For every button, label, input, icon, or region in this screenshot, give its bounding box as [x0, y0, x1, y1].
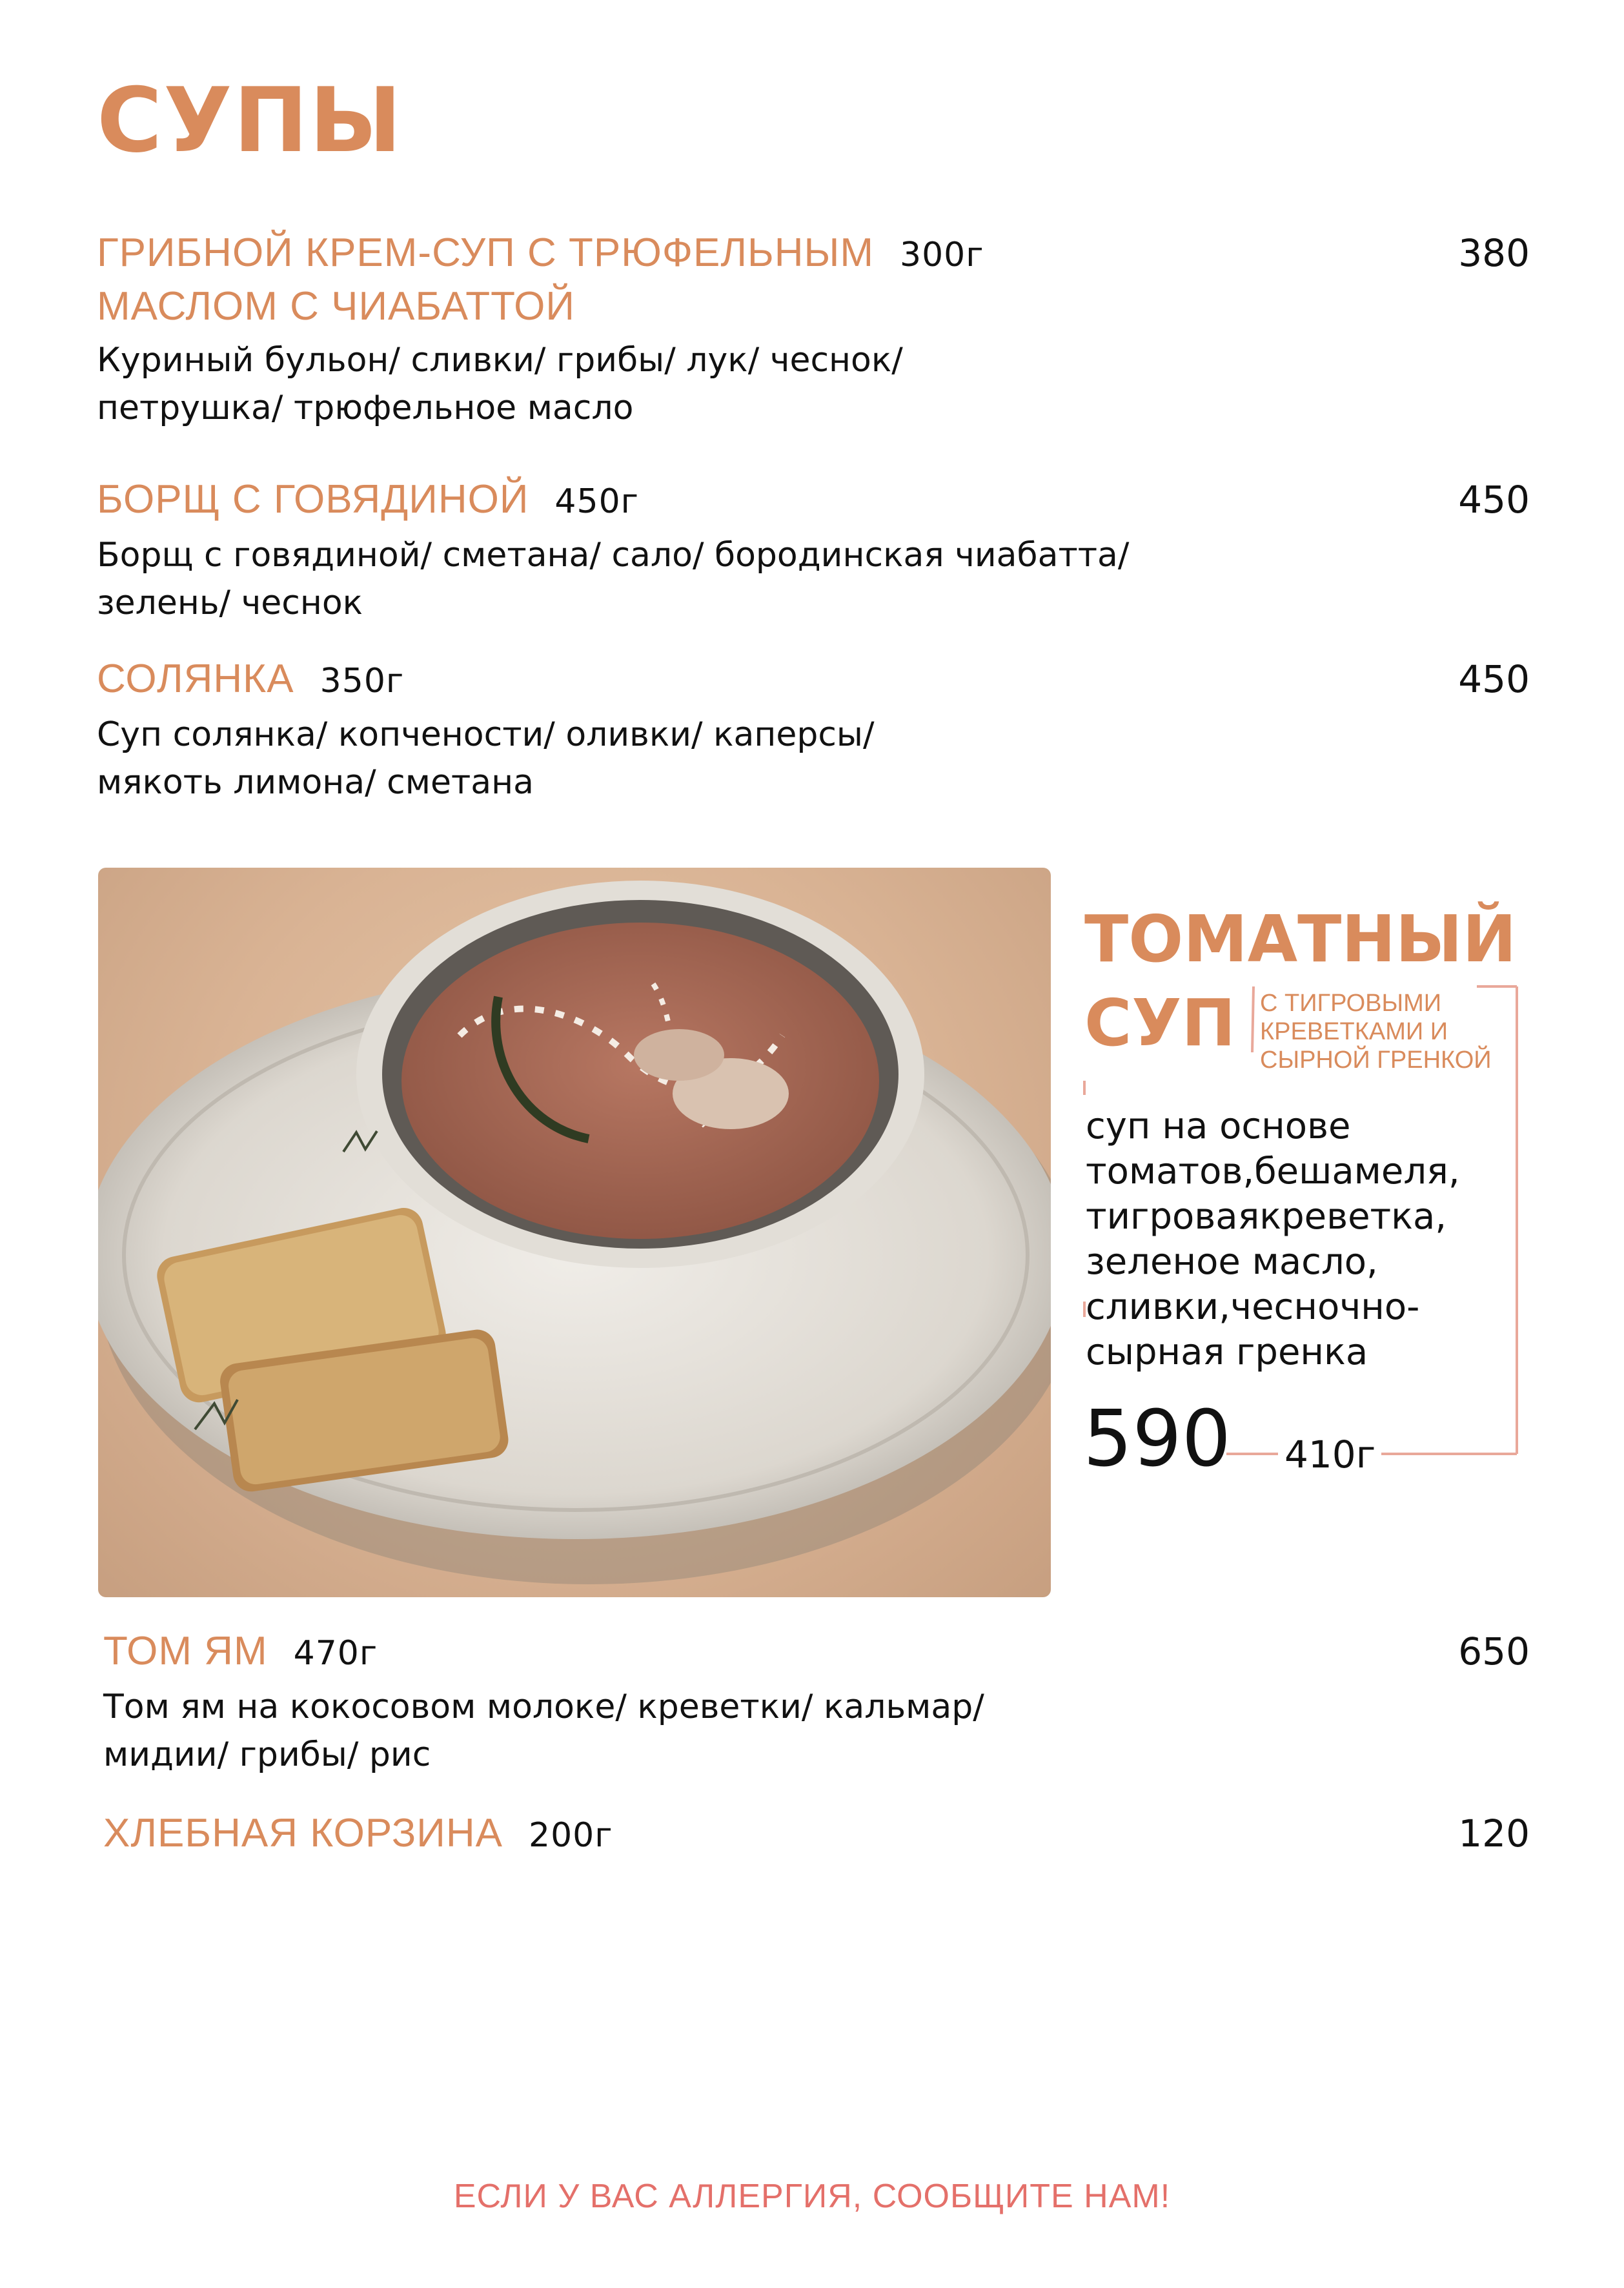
featured-price: 590 — [1083, 1394, 1232, 1484]
featured-bracket-lines — [1071, 968, 1536, 1472]
item-price: 650 — [1458, 1629, 1530, 1673]
menu-item-tom-yam — [103, 1626, 1530, 1779]
menu-item-borscht — [97, 474, 1530, 627]
page-title: СУПЫ — [97, 68, 403, 172]
item-weight: 300г — [900, 236, 984, 274]
featured-desc-line: суп на основе — [1086, 1105, 1351, 1147]
menu-item-bread-basket — [103, 1808, 1530, 1861]
item-name — [97, 653, 1530, 707]
item-price: 450 — [1458, 478, 1530, 522]
item-name-text: СОЛЯНКА — [97, 657, 294, 701]
item-description — [97, 711, 1130, 806]
featured-desc-line: томатов,бешамеля, — [1086, 1150, 1460, 1192]
item-price: 380 — [1458, 231, 1530, 275]
desc-line1: Суп солянка/ копчености/ оливки/ каперсы/ — [97, 715, 875, 754]
desc-line1: Том ям на кокосовом молоке/ креветки/ кальмар/ — [103, 1688, 984, 1726]
item-weight: 470г — [293, 1634, 378, 1673]
item-weight: 450г — [554, 482, 639, 521]
item-description — [97, 336, 1130, 432]
subtitle-line1: С ТИГРОВЫМИ — [1260, 990, 1442, 1017]
item-weight: 350г — [320, 662, 405, 700]
desc-line2: мякоть лимона/ сметана — [97, 763, 534, 802]
featured-title-line2: СУП — [1084, 985, 1236, 1061]
desc-line1: Борщ с говядиной/ сметана/ сало/ бородинская чиабатта/ — [97, 536, 1130, 575]
subtitle-line2: КРЕВЕТКАМИ И — [1260, 1018, 1448, 1045]
featured-desc-line: сливки,чесночно- — [1086, 1286, 1420, 1328]
allergy-notice: ЕСЛИ У ВАС АЛЛЕРГИЯ, СООБЩИТЕ НАМ! — [453, 2178, 1171, 2215]
featured-desc-line: зеленое масло, — [1086, 1241, 1378, 1283]
featured-desc-line: тигроваякреветка, — [1086, 1196, 1447, 1238]
desc-line2: зелень/ чеснок — [97, 584, 363, 622]
item-price: 120 — [1458, 1812, 1530, 1855]
item-weight: 200г — [529, 1816, 613, 1855]
tomato-soup-illustration — [98, 868, 1051, 1597]
item-name — [103, 1626, 1530, 1679]
item-name — [103, 1808, 1530, 1861]
item-name-text: БОРЩ С ГОВЯДИНОЙ — [97, 477, 529, 522]
featured-desc-line: сырная гренка — [1086, 1331, 1368, 1373]
featured-dish-photo — [98, 868, 1051, 1597]
menu-item-mushroom-soup — [97, 227, 1530, 432]
featured-title-line1: ТОМАТНЫЙ — [1084, 901, 1517, 977]
item-name — [97, 474, 1530, 527]
item-description — [103, 1683, 1394, 1779]
desc-line2: петрушка/ трюфельное масло — [97, 389, 634, 427]
desc-line2: мидии/ грибы/ рис — [103, 1735, 431, 1774]
featured-weight: 410г — [1284, 1433, 1376, 1476]
item-price: 450 — [1458, 657, 1530, 701]
item-name-line1: ГРИБНОЙ КРЕМ-СУП С ТРЮФЕЛЬНЫМ — [97, 230, 875, 275]
item-name-line2: МАСЛОМ С ЧИАБАТТОЙ — [97, 284, 575, 329]
item-description — [97, 531, 1388, 627]
subtitle-line3: СЫРНОЙ ГРЕНКОЙ — [1260, 1047, 1492, 1074]
item-name-text: ХЛЕБНАЯ КОРЗИНА — [103, 1811, 503, 1855]
desc-line1: Куриный бульон/ сливки/ грибы/ лук/ чеснок/ — [97, 341, 903, 380]
item-name-text: ТОМ ЯМ — [103, 1629, 268, 1673]
item-name — [97, 227, 1530, 332]
menu-item-solyanka — [97, 653, 1530, 806]
